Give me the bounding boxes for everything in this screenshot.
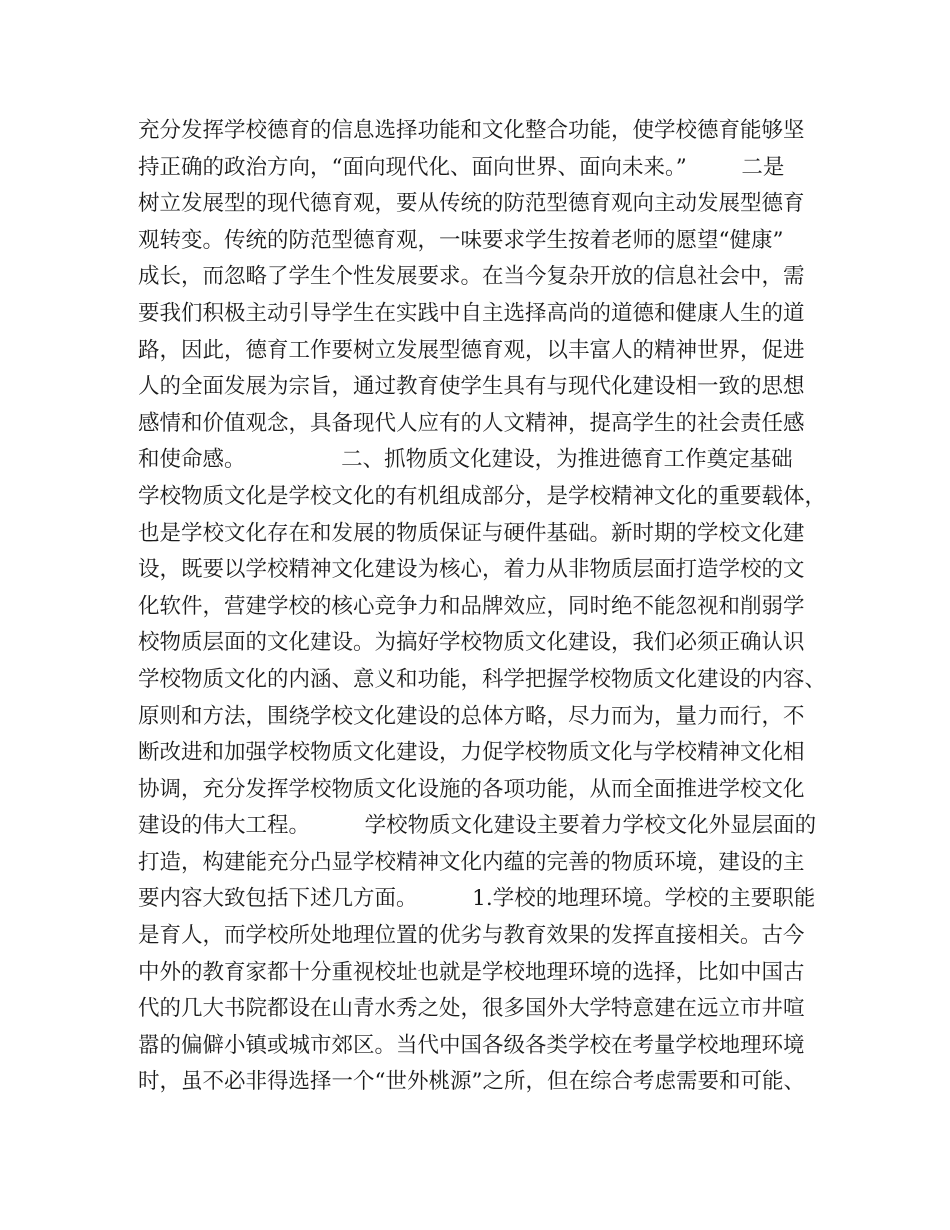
text-line-16: 学校物质文化的内涵、意义和功能，科学把握学校物质文化建设的内容、 [138,666,827,692]
text-line-14: 化软件，营建学校的核心竞争力和品牌效应，同时绝不能忽视和削弱学 [138,593,805,619]
text-line-6: 要我们积极主动引导学生在实践中自主选择高尚的道德和健康人生的道 [138,300,805,326]
text-line-5: 成长，而忽略了学生个性发展要求。在当今复杂开放的信息社会中，需 [138,264,805,290]
text-line-7: 路，因此，德育工作要树立发展型德育观，以丰富人的精神世界，促进 [138,337,805,363]
text-line-23: 是育人，而学校所处地理位置的优劣与教育效果的发挥直接相关。古今 [138,923,805,949]
text-line-11: 学校物质文化是学校文化的有机组成部分，是学校精神文化的重要载体， [138,483,827,509]
text-line-8: 人的全面发展为宗旨，通过教育使学生具有与现代化建设相一致的思想 [138,374,805,400]
text-line-19: 协调，充分发挥学校物质文化设施的各项功能，从而全面推进学校文化 [138,776,805,802]
text-line-17: 原则和方法，围绕学校文化建设的总体方略，尽力而为，量力而行，不 [138,703,805,729]
text-line-9: 感情和价值观念，具备现代人应有的人文精神，提高学生的社会责任感 [138,410,805,436]
text-line-21: 打造，构建能充分凸显学校精神文化内蕴的完善的物质环境，建设的主 [138,849,805,875]
text-line-24: 中外的教育家都十分重视校址也就是学校地理环境的选择，比如中国古 [138,959,805,985]
text-line-27: 时，虽不必非得选择一个“世外桃源”之所，但在综合考虑需要和可能、 [138,1069,805,1095]
body-text [138,113,828,1101]
text-line-1: 充分发挥学校德育的信息选择功能和文化整合功能，使学校德育能够坚 [138,118,805,143]
text-line-26: 嚣的偏僻小镇或城市郊区。当代中国各级各类学校在考量学校地理环境 [138,1032,805,1058]
text-line-13: 设，既要以学校精神文化建设为核心，着力从非物质层面打造学校的文 [138,557,805,583]
text-line-18: 断改进和加强学校物质文化建设，力促学校物质文化与学校精神文化相 [138,740,805,766]
text-line-20: 建设的伟大工程。 学校物质文化建设主要着力学校文化外显层面的 [138,813,817,839]
text-line-3: 树立发展型的现代德育观，要从传统的防范型德育观向主动发展型德育 [138,191,805,217]
text-line-2: 持正确的政治方向，“面向现代化、面向世界、面向未来。” 二是 [138,154,785,180]
text-line-25: 代的几大书院都设在山青水秀之处，很多国外大学特意建在远立市井喧 [138,996,805,1022]
text-line-4: 观转变。传统的防范型德育观，一味要求学生按着老师的愿望“健康” [138,227,784,253]
text-line-10: 和使命感。 二、抓物质文化建设，为推进德育工作奠定基础 [138,447,793,473]
text-line-22: 要内容大致包括下述几方面。 1.学校的地理环境。学校的主要职能 [138,886,816,912]
text-line-15: 校物质层面的文化建设。为搞好学校物质文化建设，我们必须正确认识 [138,630,805,656]
text-line-12: 也是学校文化存在和发展的物质保证与硬件基础。新时期的学校文化建 [138,520,805,546]
